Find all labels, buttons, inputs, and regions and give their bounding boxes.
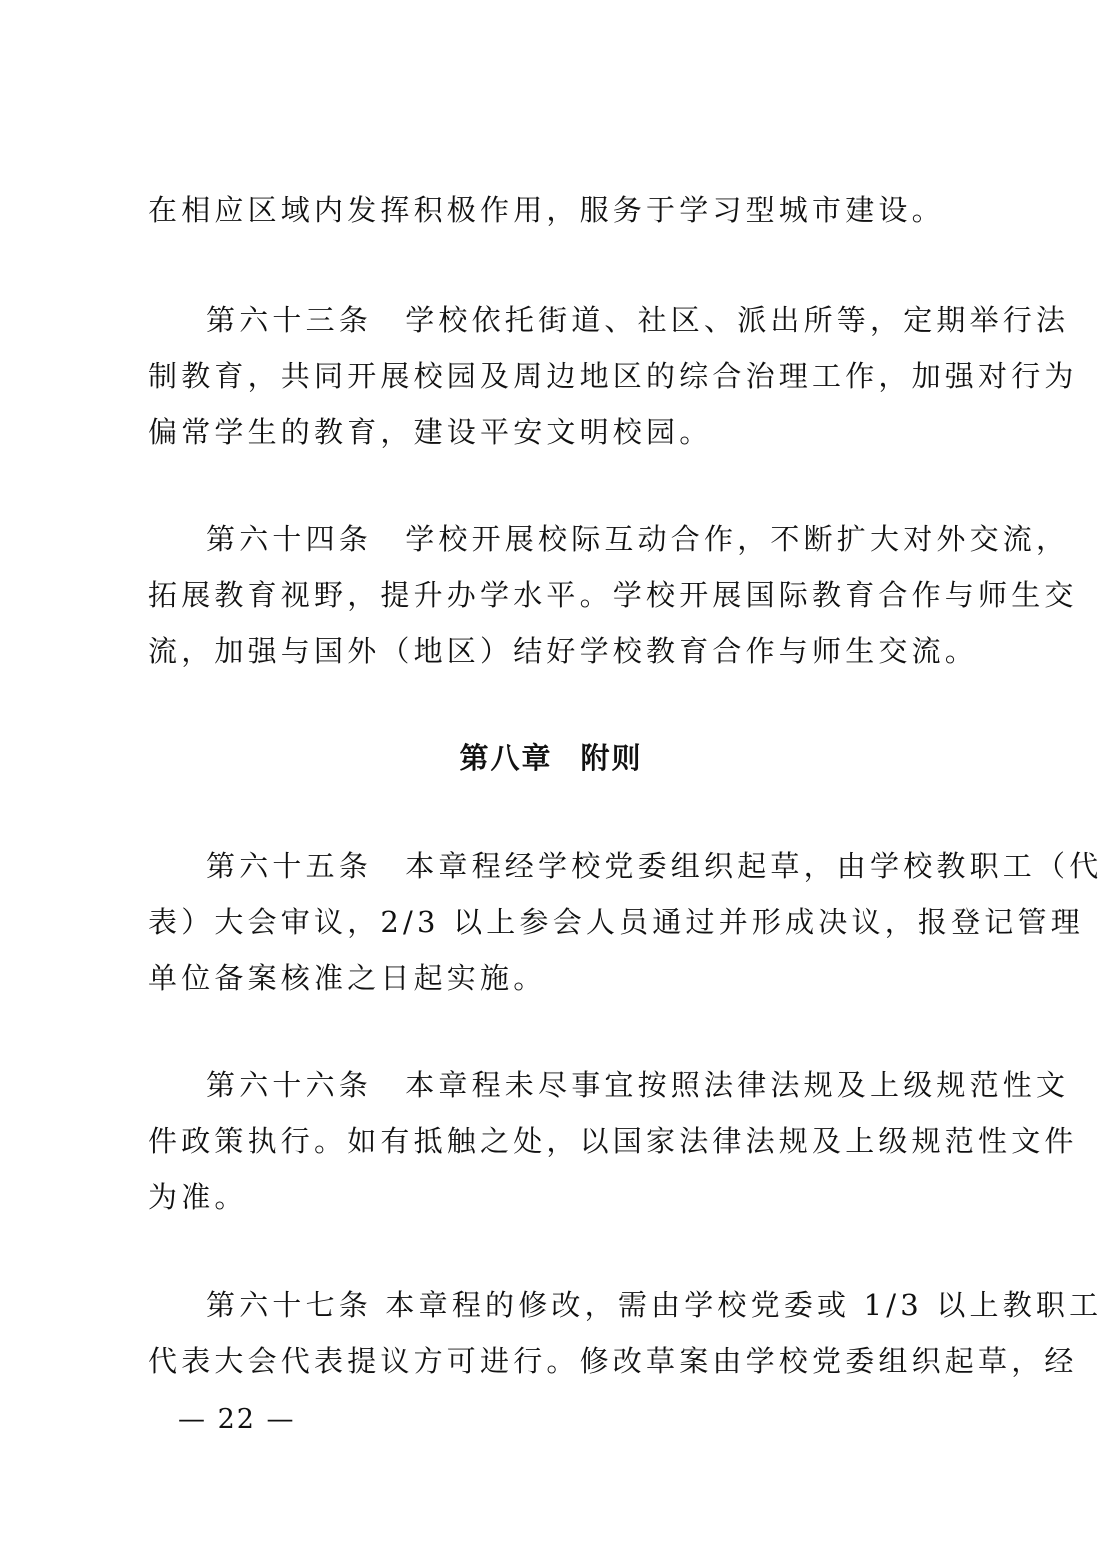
article-66-paragraph — [148, 1057, 1078, 1225]
chapter-title: 附则 — [580, 741, 643, 775]
intro-paragraph — [148, 182, 966, 238]
article-64-paragraph — [148, 511, 1078, 679]
text-line: 第六十五条 本章程经学校党委组织起草，由学校教职工（代 — [206, 849, 1102, 883]
page-number: — 22 — — [178, 1404, 296, 1435]
text-line: 表）大会审议，2/3 以上参会人员通过并形成决议，报登记管理 — [148, 905, 1084, 939]
article-63-paragraph — [148, 292, 1078, 460]
text-line: 代表大会代表提议方可进行。修改草案由学校党委组织起草，经 — [148, 1344, 1078, 1378]
text-line: 拓展教育视野，提升办学水平。学校开展国际教育合作与师生交 — [148, 578, 1078, 612]
text-line: 第六十七条 本章程的修改，需由学校党委或 1/3 以上教职工 — [206, 1288, 1102, 1322]
text-line: 单位备案核准之日起实施。 — [148, 961, 547, 995]
chapter-heading — [0, 736, 1102, 780]
text-line: 第六十四条 学校开展校际互动合作，不断扩大对外交流， — [206, 522, 1070, 556]
text-line: 第六十六条 本章程未尽事宜按照法律法规及上级规范性文 — [206, 1068, 1070, 1102]
text-line: 第六十三条 学校依托街道、社区、派出所等，定期举行法 — [206, 303, 1070, 337]
chapter-number: 第八章 — [459, 741, 553, 775]
text-line: 偏常学生的教育，建设平安文明校园。 — [148, 415, 713, 449]
text-line: 件政策执行。如有抵触之处，以国家法律法规及上级规范性文件 — [148, 1124, 1078, 1158]
article-65-paragraph — [148, 838, 1102, 1006]
text-line: 为准。 — [148, 1180, 248, 1214]
article-67-paragraph — [148, 1277, 1102, 1389]
text-line: 流，加强与国外（地区）结好学校教育合作与师生交流。 — [148, 634, 979, 668]
text-line: 在相应区域内发挥积极作用，服务于学习型城市建设。 — [148, 193, 945, 227]
text-line: 制教育，共同开展校园及周边地区的综合治理工作，加强对行为 — [148, 359, 1078, 393]
